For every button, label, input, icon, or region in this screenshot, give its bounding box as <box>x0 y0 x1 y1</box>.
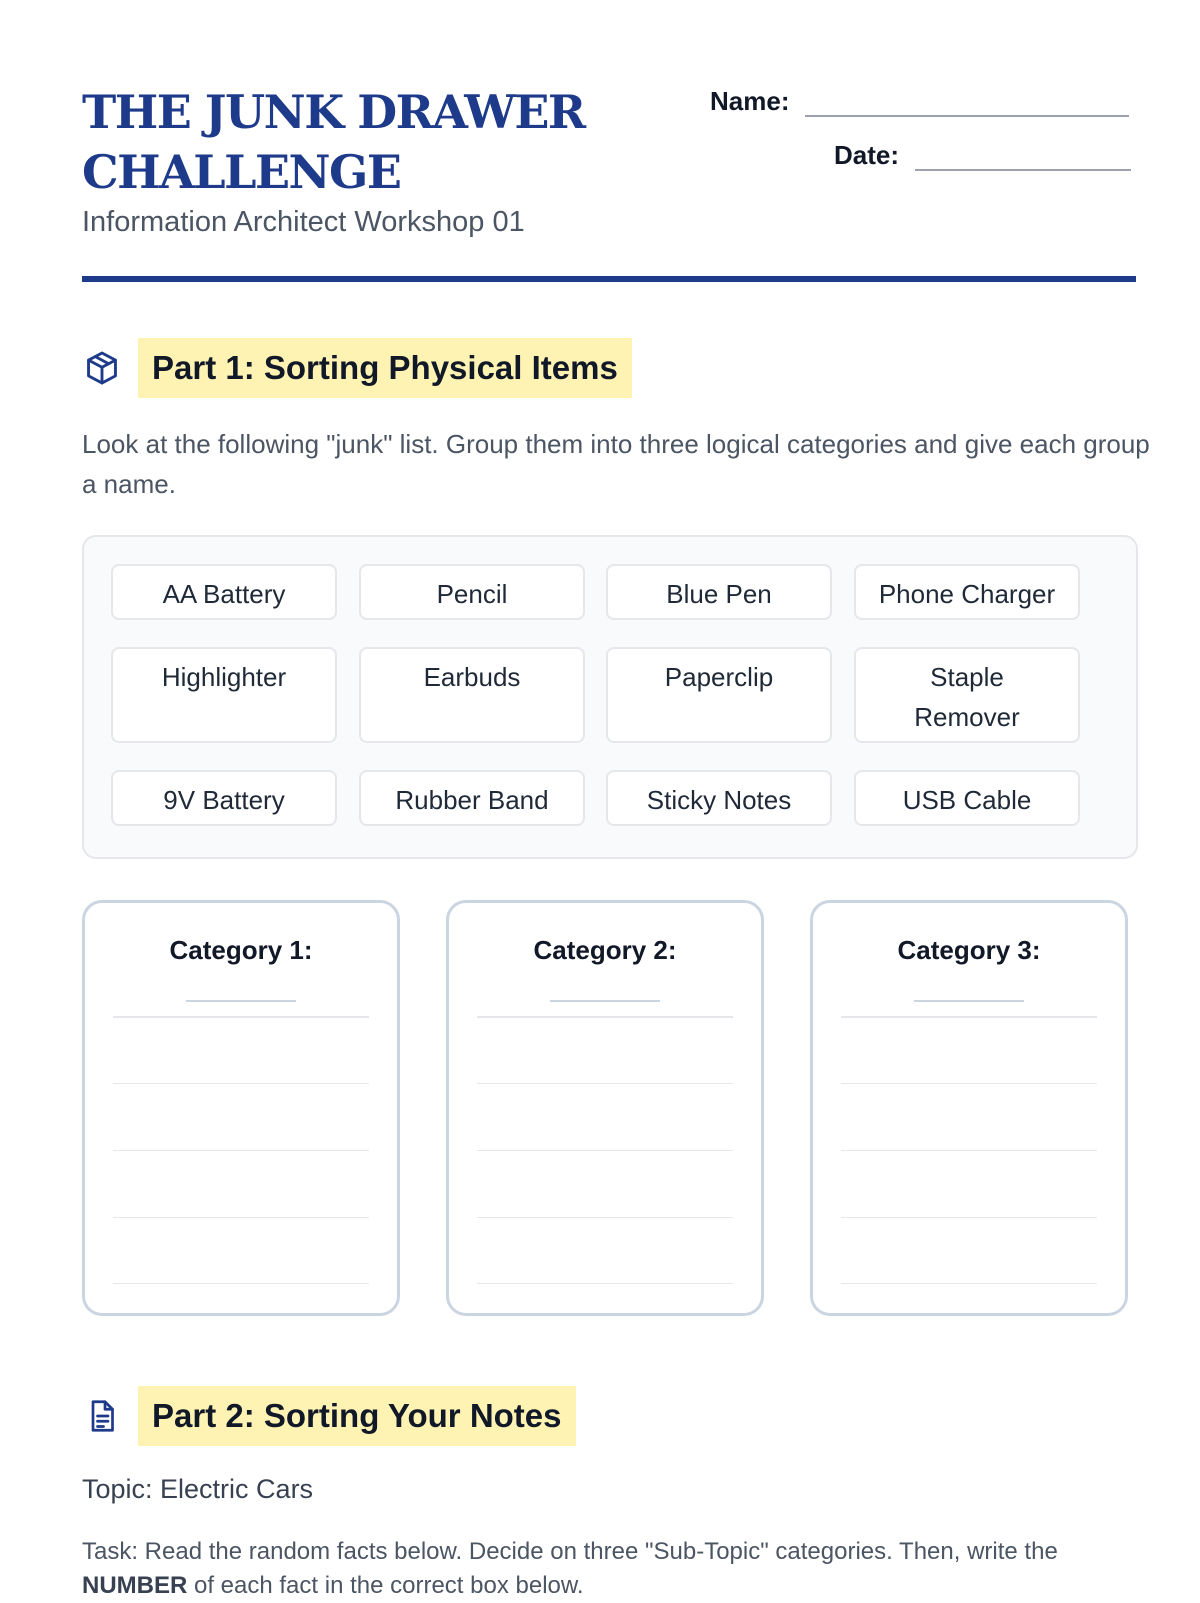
document-icon <box>82 1396 122 1436</box>
category-name-blank[interactable] <box>914 1000 1024 1002</box>
item-chip: 9V Battery <box>111 770 337 826</box>
part2-task <box>82 1535 1162 1603</box>
task-emphasis: NUMBER <box>82 1572 188 1599</box>
category-box-3[interactable] <box>810 900 1128 1316</box>
writing-line <box>477 1016 733 1018</box>
writing-line <box>113 1150 369 1151</box>
category-box-1[interactable] <box>82 900 400 1316</box>
part1-heading: Part 1: Sorting Physical Items <box>138 338 632 398</box>
item-chip: Phone Charger <box>854 564 1080 620</box>
category-title: Category 2: <box>533 935 677 965</box>
writing-line <box>113 1217 369 1218</box>
category-name-blank[interactable] <box>186 1000 296 1002</box>
task-text-end: of each fact in the correct box below. <box>187 1572 584 1599</box>
item-chip: Earbuds <box>359 647 585 743</box>
writing-line <box>477 1083 733 1084</box>
item-chip: USB Cable <box>854 770 1080 826</box>
cube-icon <box>82 348 122 388</box>
item-chip: Rubber Band <box>359 770 585 826</box>
writing-line <box>113 1016 369 1018</box>
part2-topic: Topic: Electric Cars <box>82 1474 314 1504</box>
worksheet-subtitle: Information Architect Workshop 01 <box>82 206 525 238</box>
date-blank-line[interactable] <box>915 149 1131 171</box>
part1-instructions: Look at the following "junk" list. Group them into three logical categories and give each group a name. <box>82 429 1150 499</box>
writing-line <box>841 1217 1097 1218</box>
task-text: Task: Read the random facts below. Decide on three "Sub-Topic" categories. Then, write the <box>82 1538 1058 1565</box>
header-divider <box>82 276 1136 282</box>
date-label: Date: <box>834 140 900 170</box>
part2-header <box>82 1386 576 1446</box>
part1-header <box>82 338 632 398</box>
writing-line <box>841 1083 1097 1084</box>
item-chip: Paperclip <box>606 647 832 743</box>
item-chip: Staple Remover <box>854 647 1080 743</box>
item-chip: Highlighter <box>111 647 337 743</box>
writing-line <box>841 1016 1097 1018</box>
item-chip: AA Battery <box>111 564 337 620</box>
writing-line <box>841 1150 1097 1151</box>
name-label: Name: <box>710 86 790 116</box>
worksheet-title: THE JUNK DRAWER CHALLENGE <box>82 85 585 199</box>
writing-line <box>113 1283 369 1284</box>
writing-line <box>477 1283 733 1284</box>
writing-line <box>113 1083 369 1084</box>
category-box-2[interactable] <box>446 900 764 1316</box>
category-title: Category 3: <box>897 935 1041 965</box>
name-field <box>710 86 1129 117</box>
category-name-blank[interactable] <box>550 1000 660 1002</box>
item-bank <box>82 535 1138 859</box>
item-chip: Pencil <box>359 564 585 620</box>
writing-line <box>477 1217 733 1218</box>
category-title: Category 1: <box>169 935 313 965</box>
part2-heading: Part 2: Sorting Your Notes <box>138 1386 576 1446</box>
name-blank-line[interactable] <box>805 95 1129 117</box>
date-field <box>834 140 1131 171</box>
item-chip: Sticky Notes <box>606 770 832 826</box>
writing-line <box>841 1283 1097 1284</box>
item-chip: Blue Pen <box>606 564 832 620</box>
writing-line <box>477 1150 733 1151</box>
